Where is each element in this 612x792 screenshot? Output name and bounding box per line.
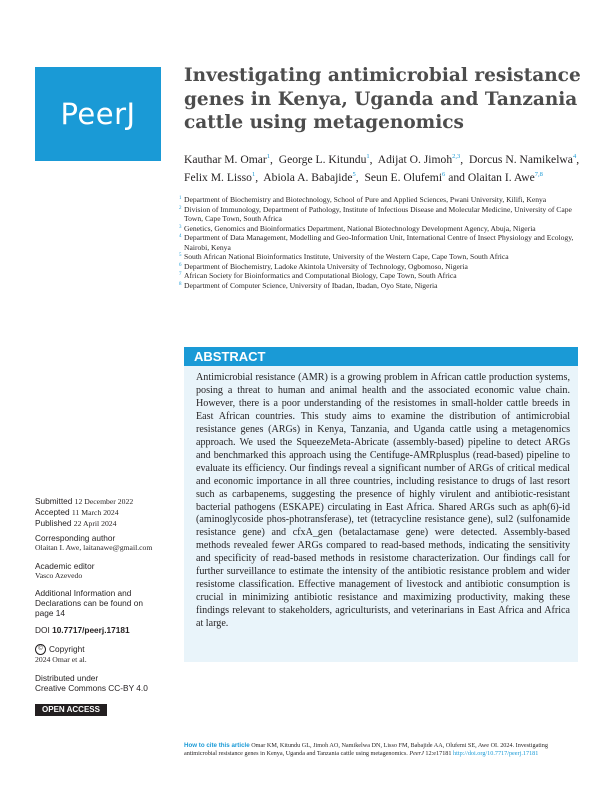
affiliation-list [180,195,590,290]
copyright: © Copyright 2024 Omar et al. [35,644,87,665]
affiliation: 1 Department of Biochemistry and Biotechnology, School of Pure and Applied Sciences, Pwani University, Kilifi, Kenya [179,195,547,204]
article-title: Investigating antimicrobial resistance genes in Kenya, Uganda and Tanzania cattle using metagenomics [184,65,581,133]
license-link[interactable]: Creative Commons CC-BY 4.0 [35,683,148,694]
author[interactable]: Seun E. Olufemi$^6$ [364,171,446,185]
affiliation: 8 Department of Computer Science, University of Ibadan, Ibadan, Oyo State, Nigeria [179,280,438,290]
author[interactable]: Olaitan I. Awe$^{7,8}$ [467,171,543,185]
affiliation: 3 Genetics, Genomics and Bioinformatics Department, National Biotechnology Development Agency, Abuja, Nigeria [179,223,536,233]
author[interactable]: Kauthar M. Omar$^1$ [184,152,270,166]
author-list: Kauthar M. Omar$^1$, George L. Kitundu$^1$, Adijat O. Jimoh$^{2,3}$, Dorcus N. Namikelwa$^4$, Felix M. Lisso$^1$, Abiola A. Babajide$^5$, Seun E. Olufemi$^6$ and Olaitan I. Awe$^{7,8}$ [184,152,582,185]
corresponding-author: Corresponding author Olaitan I. Awe, laitanawe@gmail.com [35,533,175,553]
publication-dates [35,496,175,530]
academic-editor: Academic editor Vasco Azevedo [35,561,95,581]
accepted-row: Accepted 11 March 2024 [35,507,119,518]
doi: DOI 10.7717/peerj.17181 [35,625,130,635]
corresponding-email[interactable]: Olaitan I. Awe, laitanawe@gmail.com [35,543,153,553]
author[interactable]: Felix M. Lisso$^1$ [184,171,256,185]
abstract-heading: ABSTRACT [184,347,578,366]
affiliation: 4 Department of Data Management, Modelling and Geo-Information Unit, International Centre of Insect Physiology and Ecology, Nairobi, Kenya [179,233,574,252]
affiliation: 7 African Society for Bioinformatics and Computational Biology, Cape Town, South Africa [179,271,457,280]
author[interactable]: Adijat O. Jimoh$^{2,3}$ [377,152,461,166]
doi-link[interactable]: 10.7717/peerj.17181 [52,625,130,635]
affiliation: 2 Division of Immunology, Department of Pathology, Institute of Infectious Disease and Molecular Medicine, University of Cape Town, Cape Town, South Africa [179,204,572,223]
copyright-icon: © [35,644,46,655]
submitted-row: Submitted 12 December 2022 [35,496,134,506]
citation: How to cite this article Omar KM, Kitundu GL, Jimoh AO, Namikelwa DN, Lisso FM, Babajide AA, Olufemi SE, Awe OI. 2024. Investigating antimicrobial resistance genes in Kenya, Uganda and Tanzania cattle using metagenomics. PeerJ 12:e17181 http://doi.org/10.7717/peerj.17181 [184,742,548,757]
abstract-text: Antimicrobial resistance (AMR) is a growing problem in African cattle production systems, posing a threat to human and animal health and the associated economic value chain. However, there is a poor understanding of the resistomes in small-holder cattle breeds in East African countries. This study aims to examine the distribution of antimicrobial resistance genes (ARGs) in Kenya, Tanzania, and Uganda cattle using a metagenomics approach. We used the SqueezeMeta-Abricate (assembly-based) pipeline to detect ARGs and benchmarked this approach using the Centifuge-AMRplusplus (read-based) pipeline to evaluate its efficiency. Our findings reveal a significant number of ARGs of critical medical and economic importance in all three countries, including resistance to drugs of last resort such as carbapenems, suggesting the presence of highly virulent and antibiotic-resistant bacterial pathogens (ESKAPE) circulating in East Africa. Shared ARGs such as aph(6)-id (aminoglycoside phos-photransferase), tet (tetracycline resistance gene), sul2 (sulfonamide resistance gene) and cfxA_gen (betalactamase gene) were detected. Assembly-based methods revealed fewer ARGs compared to read-based methods, indicating the sensitivity and specificity of read-based methods in resistome characterization. Our findings call for further surveillance to estimate the intensity of the antibiotic resistance problem and wider resistome classification. Effective management of livestock and antibiotic consumption is crucial in minimizing antibiotic resistance and maximizing productivity, making these findings relevant to stakeholders, agriculturists, and veterinarians in East Africa and Africa at large. [184,366,578,662]
author[interactable]: George L. Kitundu$^1$ [278,152,370,166]
additional-info[interactable]: Additional Information and Declarations can be found on page 14 [35,588,143,619]
affiliation: 6 Department of Biochemistry, Ladoke Akintola University of Technology, Ogbomoso, Nigeria [179,261,468,271]
authors-conjunction: and [448,171,465,185]
published-row: Published 22 April 2024 [35,518,117,529]
peerj-logo [35,67,161,161]
affiliation: 5 South African National Bioinformatics Institute, University of the Western Cape, Cape Town, South Africa [179,252,509,261]
logo-text: PeerJ [60,97,136,131]
author[interactable]: Abiola A. Babajide$^5$ [263,171,356,185]
author[interactable]: Dorcus N. Namikelwa$^4$ [468,152,577,166]
open-access-badge: OPEN ACCESS [35,704,107,716]
license: Distributed under Creative Commons CC-BY 4.0 [35,673,175,693]
citation-doi-link[interactable]: http://doi.org/10.7717/peerj.17181 [453,749,539,757]
